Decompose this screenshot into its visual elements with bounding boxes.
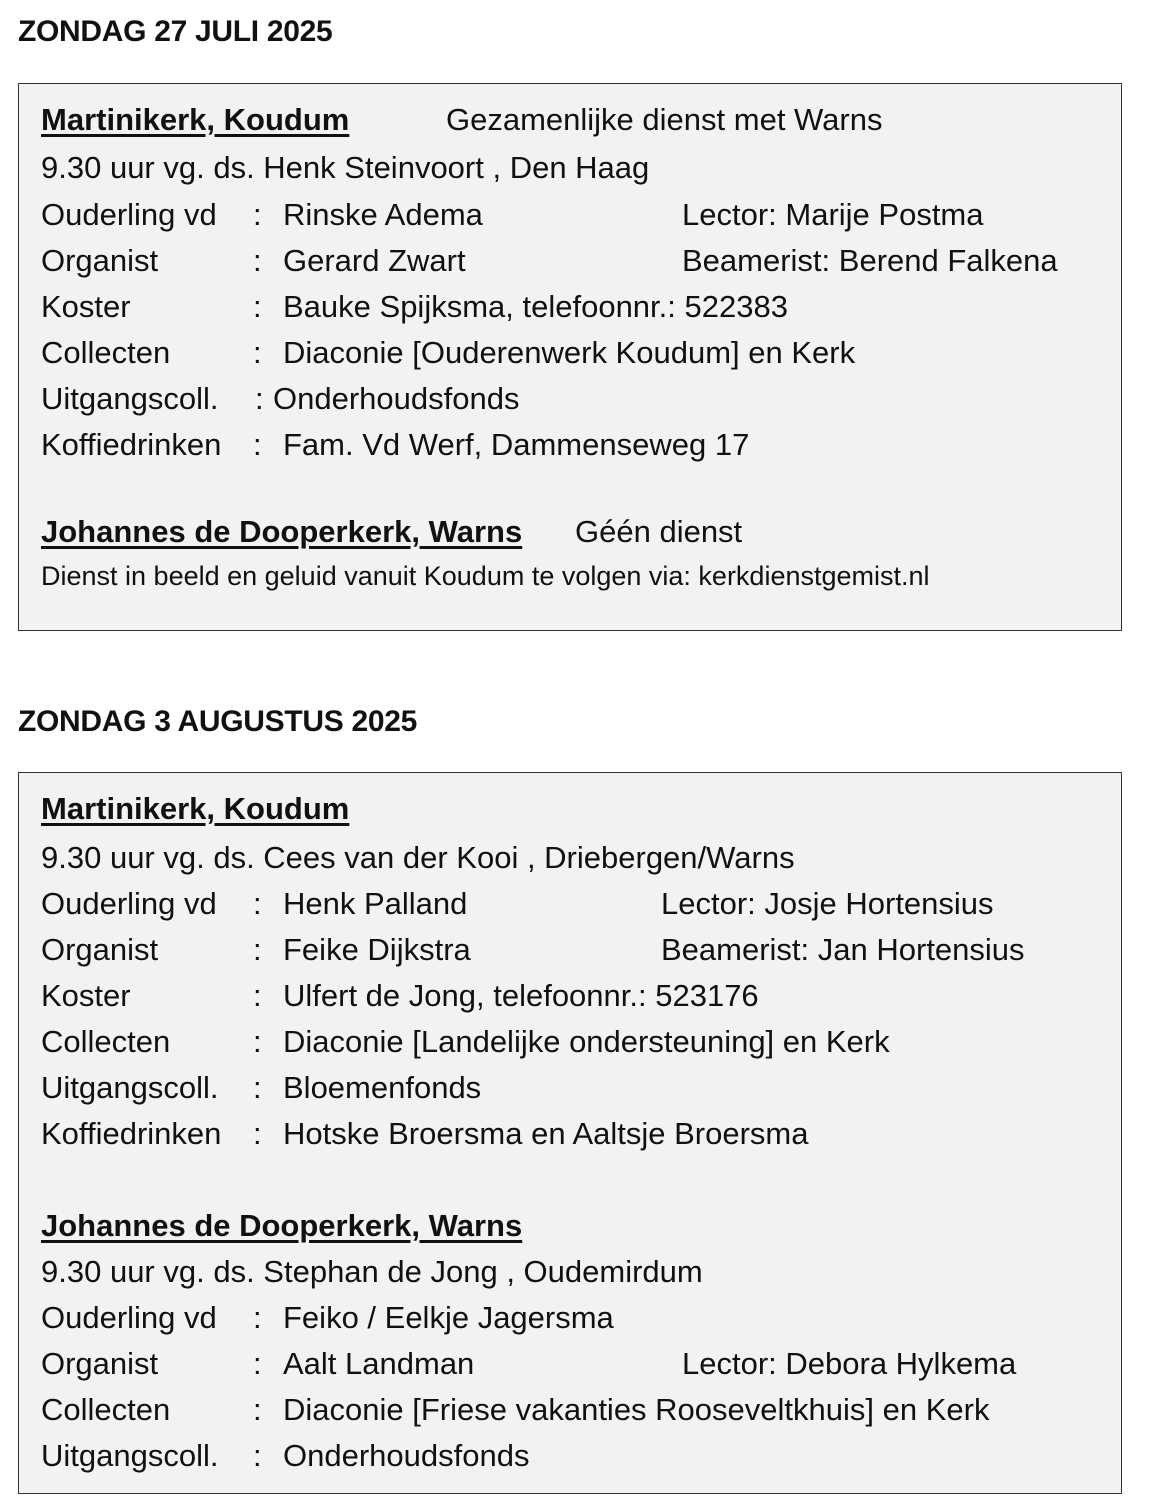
duty-label: Ouderling vd: [41, 1300, 217, 1335]
colon: :: [253, 1116, 262, 1151]
duty-right: Beamerist: Jan Hortensius: [661, 932, 1025, 967]
date-heading: ZONDAG 3 AUGUSTUS 2025: [18, 705, 418, 738]
church-line: [41, 789, 1111, 829]
church-name: Martinikerk, Koudum: [41, 102, 350, 137]
duty-value: Hotske Broersma en Aaltsje Broersma: [283, 1116, 809, 1151]
duty-label: Koster: [41, 289, 131, 324]
duty-label: Ouderling vd: [41, 197, 217, 232]
duty-label: Collecten: [41, 1392, 171, 1427]
colon: :: [253, 243, 262, 278]
church-line: [41, 1206, 1111, 1246]
colon: :: [253, 335, 262, 370]
duty-label: Koster: [41, 978, 131, 1013]
duty-right: Beamerist: Berend Falkena: [682, 243, 1058, 278]
service-box: [18, 83, 1122, 631]
time-line: 9.30 uur vg. ds. Stephan de Jong , Oudemirdum: [41, 1254, 703, 1289]
duty-value: Feike Dijkstra: [283, 932, 471, 967]
duty-label: Organist: [41, 932, 159, 967]
church-name: Martinikerk, Koudum: [41, 791, 350, 826]
service-box: [18, 772, 1122, 1494]
colon: :: [253, 1346, 262, 1381]
duty-value: Diaconie [Landelijke ondersteuning] en Kerk: [283, 1024, 890, 1059]
service-remark: Gezamenlijke dienst met Warns: [446, 102, 883, 137]
duty-value: Ulfert de Jong, telefoonnr.: 523176: [283, 978, 759, 1013]
duty-value: Onderhoudsfonds: [283, 1438, 530, 1473]
duty-value: Onderhoudsfonds: [273, 381, 520, 416]
duty-value: Gerard Zwart: [283, 243, 466, 278]
duty-value: Bauke Spijksma, telefoonnr.: 522383: [283, 289, 788, 324]
colon: :: [253, 289, 262, 324]
duty-right: Lector: Marije Postma: [682, 197, 984, 232]
church-name: Johannes de Dooperkerk, Warns: [41, 514, 523, 549]
colon: :: [253, 1438, 262, 1473]
colon: :: [253, 1392, 262, 1427]
colon: :: [253, 197, 262, 232]
colon: :: [253, 1070, 262, 1105]
duty-value: Rinske Adema: [283, 197, 483, 232]
duty-value: Diaconie [Friese vakanties Rooseveltkhuis] en Kerk: [283, 1392, 990, 1427]
colon: :: [253, 932, 262, 967]
duty-value: Bloemenfonds: [283, 1070, 482, 1105]
duty-value: Henk Palland: [283, 886, 468, 921]
stream-note: Dienst in beeld en geluid vanuit Koudum te volgen via: kerkdienstgemist.nl: [41, 561, 930, 591]
duty-label: Koffiedrinken: [41, 1116, 222, 1151]
colon: :: [253, 1300, 262, 1335]
church-line: [41, 512, 1111, 552]
duty-label: Koffiedrinken: [41, 427, 222, 462]
duty-label: Organist: [41, 1346, 159, 1381]
duty-label: Collecten: [41, 1024, 171, 1059]
duty-value: Feiko / Eelkje Jagersma: [283, 1300, 614, 1335]
date-heading: ZONDAG 27 JULI 2025: [18, 15, 333, 48]
duty-value: Aalt Landman: [283, 1346, 475, 1381]
duty-label: Uitgangscoll.: [41, 1438, 219, 1473]
duty-label: Organist: [41, 243, 159, 278]
colon: :: [255, 381, 264, 416]
service-remark: Géén dienst: [575, 514, 743, 549]
duty-right: Lector: Josje Hortensius: [661, 886, 994, 921]
colon: :: [253, 978, 262, 1013]
duty-label: Uitgangscoll.: [41, 381, 219, 416]
duty-label: Collecten: [41, 335, 171, 370]
time-line: 9.30 uur vg. ds. Henk Steinvoort , Den Haag: [41, 150, 650, 185]
duty-label: Ouderling vd: [41, 886, 217, 921]
duty-label: Uitgangscoll.: [41, 1070, 219, 1105]
colon: :: [253, 886, 262, 921]
church-name: Johannes de Dooperkerk, Warns: [41, 1208, 523, 1243]
colon: :: [253, 427, 262, 462]
duty-value: Fam. Vd Werf, Dammenseweg 17: [283, 427, 750, 462]
church-line: [41, 100, 1111, 140]
duty-right: Lector: Debora Hylkema: [682, 1346, 1017, 1381]
colon: :: [253, 1024, 262, 1059]
duty-value: Diaconie [Ouderenwerk Koudum] en Kerk: [283, 335, 856, 370]
time-line: 9.30 uur vg. ds. Cees van der Kooi , Driebergen/Warns: [41, 840, 795, 875]
